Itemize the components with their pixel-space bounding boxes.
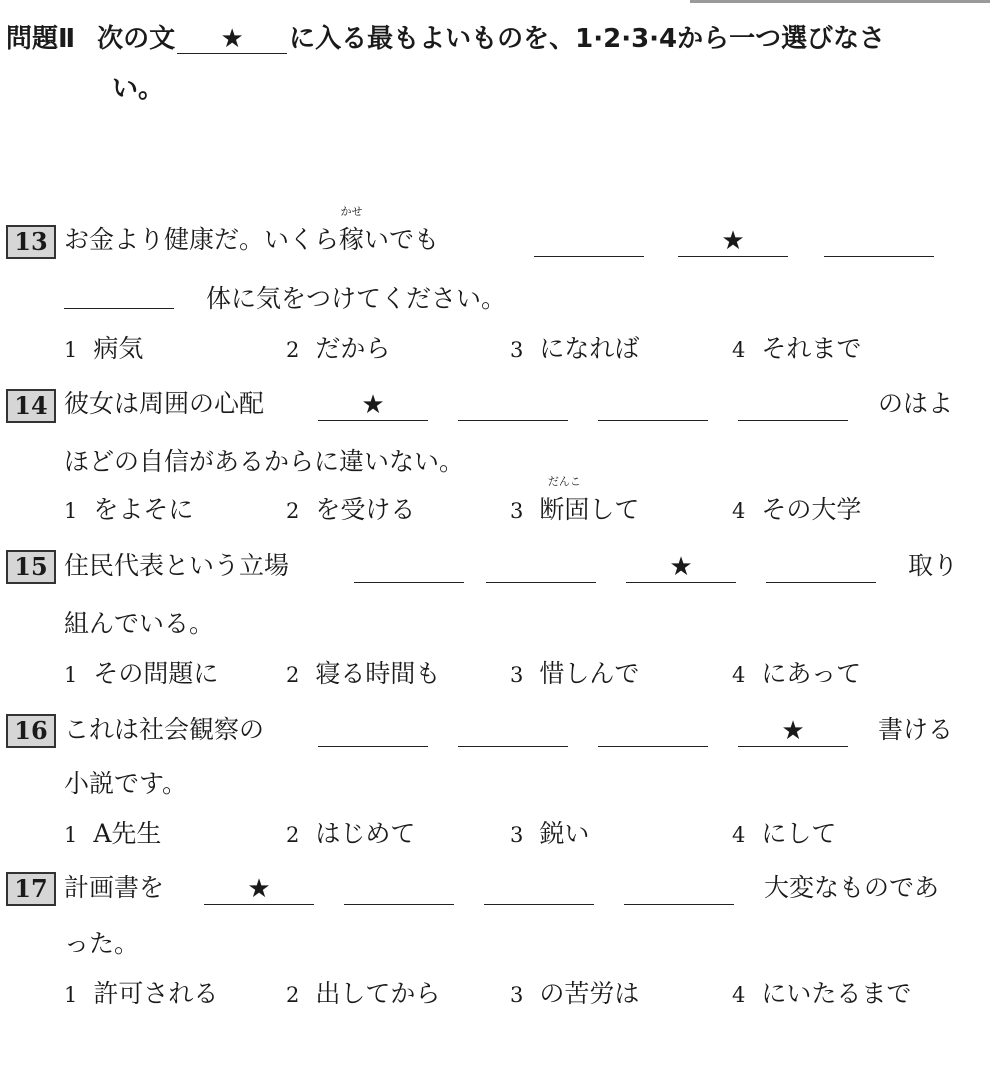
option-4: 4 にして [732,819,837,848]
option-1: 1 許可される [64,979,219,1008]
option-3: 3 の苦労は [510,979,640,1008]
answer-blank [344,874,454,905]
question-number: 17 [6,872,56,906]
question-continuation: った。 [64,929,140,958]
answer-blank [766,552,876,583]
furigana: かせ [340,205,363,218]
option-4: 4 その大学 [732,495,862,524]
answer-blank-star: ★ [626,552,736,583]
top-rule [690,0,990,3]
answer-blank [354,552,464,583]
question-number: 13 [6,225,56,259]
question-text: これは社会観察の [64,715,265,744]
option-3: 3 断固 だんこ して [510,492,639,529]
question-ending: 取り [908,551,959,580]
question-number: 16 [6,714,56,748]
question-continuation: 組んでいる。 [64,609,215,638]
answer-blank-star: ★ [318,390,428,421]
answer-blank [458,716,568,747]
option-3: 3 になれば [510,334,640,363]
answer-blank-star: ★ [678,226,788,257]
ruby-base: 断固 [539,495,590,524]
ruby-word [539,475,590,528]
answer-blank [484,874,594,905]
answer-blank [534,226,644,257]
question-continuation: 小説です。 [64,769,188,798]
question-text: 計画書を [64,873,165,902]
answer-blank [598,716,708,747]
question-text-post: いでも [364,225,440,254]
question-continuation: ほどの自信があるからに違いない。 [64,447,465,476]
answer-blank [458,390,568,421]
answer-blank-star: ★ [204,874,314,905]
answer-blank [738,390,848,421]
question-number: 15 [6,550,56,584]
question-number: 14 [6,389,56,423]
option-2: 2 寝る時間も [286,659,441,688]
ruby-word [339,205,365,258]
answer-blank-star: ★ [738,716,848,747]
option-4: 4 にいたるまで [732,979,912,1008]
question-text [64,205,440,258]
question-ending: 大変なものであ [764,873,940,902]
instruction-star-blank: ★ [177,25,287,54]
instruction-line-1 [6,14,885,64]
option-2: 2 を受ける [286,495,416,524]
option-3: 3 惜しんで [510,659,640,688]
option-4: 4 にあって [732,659,862,688]
furigana: だんこ [547,475,581,488]
option-3: 3 鋭い [510,819,590,848]
option-2: 2 だから [286,334,391,363]
instruction-line-2: い。 [112,74,165,104]
answer-blank [598,390,708,421]
question-text-pre: お金より健康だ。いくら [64,225,340,254]
option-1: 1 A先生 [64,819,162,848]
option-2: 2 出してから [286,979,441,1008]
option-1: 1 その問題に [64,659,219,688]
option-2: 2 はじめて [286,819,416,848]
ruby-base: 稼 [339,225,365,254]
question-text: 住民代表という立場 [64,551,290,580]
answer-blank [64,278,174,309]
question-text: 彼女は周囲の心配 [64,389,265,418]
answer-blank [318,716,428,747]
instruction-text-pre: 次の文 [97,24,176,54]
answer-blank [624,874,734,905]
question-ending: 書ける [878,715,954,744]
answer-blank [824,226,934,257]
instruction-text-post: に入る最もよいものを、1·2·3·4から一つ選びなさ [289,24,886,54]
answer-blank [486,552,596,583]
option-1: 1 病気 [64,334,144,363]
section-label: 問題Ⅱ [6,24,76,54]
option-4: 4 それまで [732,334,862,363]
option-1: 1 をよそに [64,495,194,524]
question-ending: 体に気をつけてください。 [206,284,507,313]
question-ending: のはよ [878,389,954,418]
